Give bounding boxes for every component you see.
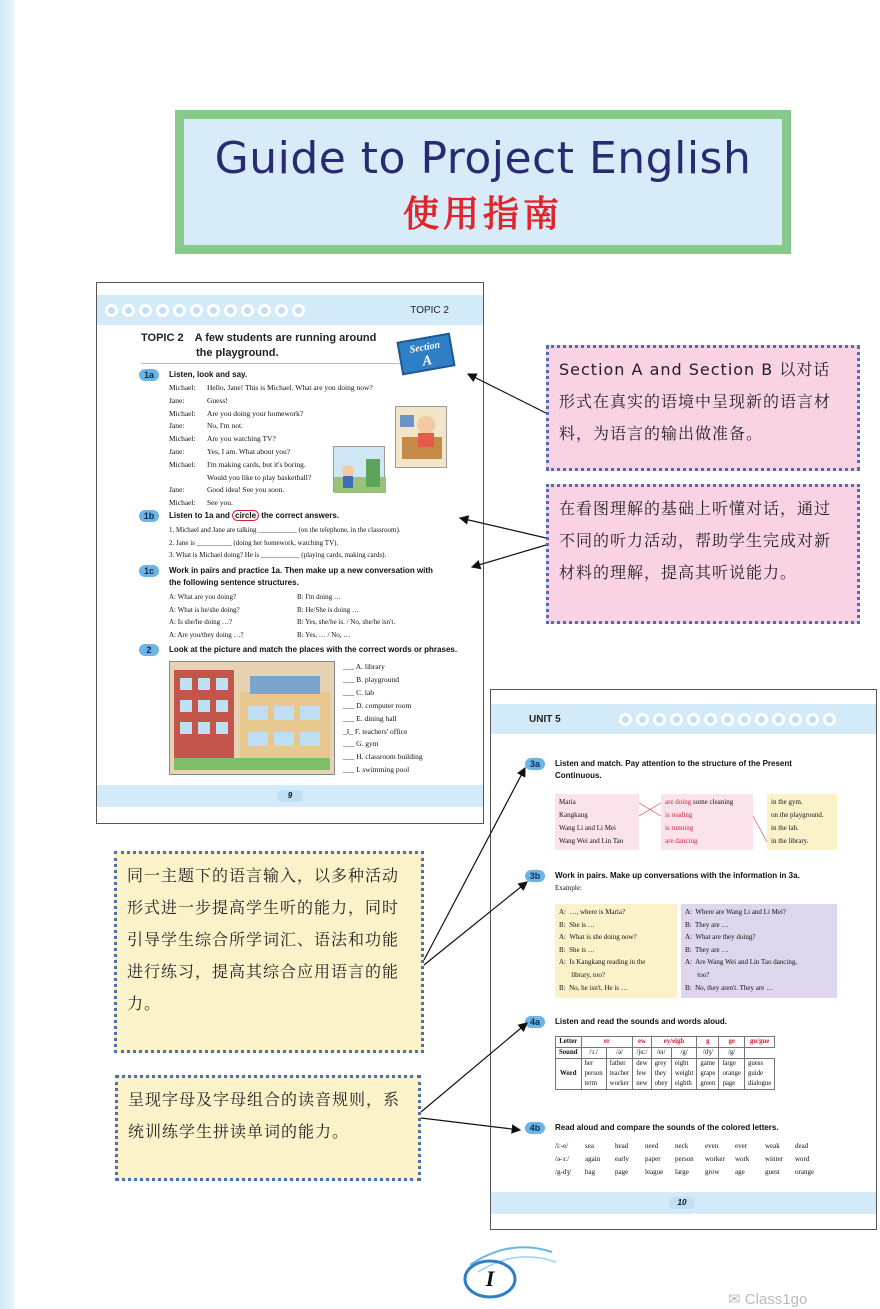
section-sign-word: Section [408, 339, 441, 356]
exercise-1c-title-line2: the following sentence structures. [169, 578, 299, 587]
dialogue-line: B: No, he isn't. He is … [559, 983, 628, 992]
dialogue-speaker: Michael: [169, 434, 196, 444]
example-word: green [700, 1080, 716, 1087]
compare-word: grow [705, 1168, 720, 1176]
example-word: eight [674, 1060, 689, 1067]
structure-b: B: Yes, she/he is. / No, she/he isn't. [297, 618, 396, 627]
exercise-1c-badge: 1c [139, 565, 159, 577]
match-name: Kangkang [559, 811, 588, 819]
example-word: obey [654, 1080, 668, 1087]
example-word: they [654, 1070, 667, 1077]
compare-word: worker [705, 1155, 725, 1163]
compare-word: word [795, 1155, 810, 1163]
dialogue-line: B: They are … [685, 945, 729, 954]
place-option: ___ H. classroom building [343, 752, 423, 762]
example-word: few [636, 1070, 647, 1077]
sound-cell: /juː/ [633, 1048, 651, 1059]
example-word: grape [700, 1070, 716, 1077]
sound-cell: /eɪ/ [651, 1048, 671, 1059]
compare-word: person [675, 1155, 694, 1163]
compare-word: large [675, 1168, 689, 1176]
compare-word: neck [675, 1142, 689, 1150]
example-word: her [584, 1060, 594, 1067]
dialogue-text: Would you like to play basketball? [207, 472, 312, 482]
dialogue-text: See you. [207, 498, 233, 508]
letter-cell: ey/eigh [651, 1037, 697, 1048]
compare-word: again [585, 1155, 601, 1163]
match-name: Wang Li and Li Mei [559, 824, 616, 832]
match-place: in the library. [771, 837, 809, 845]
compare-word: paper [645, 1155, 661, 1163]
sound-cell: /dʒ/ [697, 1048, 719, 1059]
compare-word: work [735, 1155, 750, 1163]
place-option: ___ D. computer room [343, 700, 412, 710]
exercise-1b-item: 3. What is Michael doing? He is ___________ (playing cards, making cards). [169, 551, 387, 559]
callout-section-a-b: Section A and Section B 以对话形式在真实的语境中呈现新的语言材料，为语言的输出做准备。 [546, 345, 860, 471]
guide-title-english: Guide to Project English [214, 133, 752, 184]
dialogue-line: A: Is Kangkang reading in the [559, 958, 646, 967]
sound-cell: /g/ [671, 1048, 697, 1059]
sound-pair: /ə-ɜː/ [555, 1155, 570, 1163]
verb-phrase: are dancing [665, 837, 698, 845]
dialogue-line: A: …, where is Maria? [559, 908, 626, 916]
structure-a: A: Is she/he doing …? [169, 618, 232, 627]
example-word: guess [747, 1060, 764, 1067]
compare-word: orange [795, 1168, 815, 1176]
structure-b: B: I'm doing … [297, 593, 341, 601]
exercise-1a-badge: 1a [139, 369, 159, 381]
match-place: on the playground. [771, 811, 824, 819]
verb-phrase: is reading [665, 811, 693, 819]
dialogue-line: too? [685, 970, 710, 979]
topic-label: TOPIC 2 [141, 332, 184, 344]
example-word: guide [747, 1070, 764, 1077]
callout-integrated-practice: 同一主题下的语言输入，以多种活动形式进一步提高学生听的能力，同时引导学生综合所学词汇、语法和功能进行练习，提高其综合应用语言的能力。 [114, 851, 424, 1053]
sound-cell: /ɜː/ [581, 1048, 606, 1059]
guide-title-chinese: 使用指南 [402, 194, 563, 235]
topic-title-line1: A few students are running around [194, 332, 377, 344]
compare-word: ever [735, 1142, 748, 1150]
example-word: new [636, 1080, 648, 1087]
place-option: ___ I. swimming pool [343, 765, 410, 775]
watermark-text: Class1go [744, 1291, 808, 1308]
sound-cell: /g/ [719, 1048, 745, 1059]
exercise-4a-title: Listen and read the sounds and words aloud. [555, 1017, 728, 1026]
example-word: worker [609, 1080, 629, 1087]
table-header-letter: Letter [556, 1037, 582, 1048]
dialogue-line: A: What are they doing? [685, 933, 756, 942]
exercise-4a-badge: 4a [525, 1016, 545, 1028]
place-option: ___ G. gym [343, 739, 379, 749]
watermark-icon: ✉ [728, 1291, 745, 1308]
dialogue-line: B: She is … [559, 920, 595, 929]
match-place: in the gym. [771, 798, 803, 806]
place-option: _I_ F. teachers' office [343, 726, 408, 736]
verb-phrase: is running [665, 824, 694, 832]
exercise-2-title: Look at the picture and match the places with the correct words or phrases. [169, 645, 458, 654]
table-header-sound: Sound [556, 1048, 582, 1059]
dialogue-speaker: Jane: [169, 485, 185, 495]
place-option: ___ B. playground [343, 674, 400, 684]
letter-cell: ge [719, 1037, 745, 1048]
example-word: large [722, 1060, 736, 1067]
structure-b: B: Yes, … / No, … [297, 630, 351, 639]
dialogue-text: Guess! [207, 395, 228, 405]
dialogue-text: Are you doing your homework? [207, 408, 304, 418]
page-a-header-tag: TOPIC 2 [410, 304, 449, 316]
watermark [728, 1290, 807, 1308]
compare-word: sea [585, 1142, 594, 1150]
sound-pair: /iː-e/ [555, 1142, 569, 1150]
match-name: Maria [559, 798, 576, 806]
example-word: teacher [609, 1070, 630, 1077]
callout-listening: 在看图理解的基础上听懂对话，通过不同的听力活动，帮助学生完成对新材料的理解，提高其听说能力。 [546, 484, 860, 624]
example-label: Example: [555, 884, 582, 892]
compare-word: winter [765, 1155, 783, 1163]
exercise-1c-title-line1: Work in pairs and practice 1a. Then make up a new conversation with [169, 566, 433, 575]
exercise-2-badge: 2 [139, 644, 159, 656]
compare-word: even [705, 1142, 719, 1150]
letter-cell: gu/gue [744, 1037, 774, 1048]
place-option: ___ A. library [343, 662, 385, 671]
dialogue-line: A: What is she doing now? [559, 933, 637, 942]
compare-word: need [645, 1142, 659, 1150]
dialogue-line: B: No, they aren't. They are … [685, 983, 774, 992]
exercise-1b-item: 1. Michael and Jane are talking ___________ (on the telephone, in the classroom). [169, 526, 401, 534]
dialogue-line: B: They are … [685, 920, 729, 929]
example-word: person [584, 1070, 603, 1077]
letter-cell: er [581, 1037, 633, 1048]
dialogue-line: A: Are Wang Wei and Lin Tao dancing, [685, 958, 798, 967]
dialogue-speaker: Jane: [169, 421, 185, 431]
example-word: term [584, 1080, 597, 1087]
dialogue-text: Are you watching TV? [207, 434, 276, 444]
topic-title-line2: the playground. [196, 347, 279, 359]
verb-rest: some cleaning [691, 798, 734, 806]
exercise-4b-title: Read aloud and compare the sounds of the colored letters. [555, 1123, 779, 1132]
structure-a: A: What are you doing? [169, 593, 237, 601]
guide-page-number: I [485, 1266, 495, 1291]
dialogue-text: Good idea! See you soon. [207, 485, 285, 495]
page-b-number: 10 [669, 1197, 695, 1209]
compare-word: dead [795, 1142, 809, 1150]
example-word: orange [722, 1070, 741, 1077]
example-word: father [609, 1060, 626, 1067]
verb-phrase: are doing [665, 798, 692, 806]
compare-word: early [615, 1155, 629, 1163]
page-a-number: 9 [277, 790, 303, 802]
dialogue-text: Hello, Jane! This is Michael. What are you doing now? [207, 383, 373, 392]
structure-b: B: He/She is doing … [297, 605, 359, 614]
dialogue-speaker: Jane: [169, 395, 185, 405]
dialogue-text: I'm making cards, but it's boring. [207, 459, 306, 469]
compare-word: weak [765, 1142, 780, 1150]
example-word: dew [636, 1060, 648, 1067]
dialogue-text: No, I'm not. [207, 421, 243, 431]
sound-cell: /ə/ [606, 1048, 633, 1059]
dialogue-speaker: Jane: [169, 446, 185, 456]
dialogue-speaker: Michael: [169, 408, 196, 418]
compare-word: head [615, 1142, 629, 1150]
example-word: grey [654, 1060, 667, 1067]
compare-word: guest [765, 1168, 780, 1176]
example-word: weight [674, 1070, 694, 1077]
structure-a: A: What is he/she doing? [169, 605, 240, 614]
section-sign-letter: A [421, 353, 434, 370]
exercise-1b-item: 2. Jane is __________ (doing her homework, watching TV). [169, 538, 339, 547]
example-word: page [722, 1080, 736, 1087]
dialogue-text: Yes, I am. What about you? [207, 446, 291, 456]
sound-pair: /g-dʒ/ [555, 1168, 572, 1176]
match-name: Wang Wei and Lin Tao [559, 837, 624, 845]
dialogue-speaker: Michael: [169, 383, 196, 392]
place-option: ___ E. dining hall [343, 713, 397, 723]
letter-cell: g [697, 1037, 719, 1048]
dialogue-line: B: She is … [559, 945, 595, 954]
exercise-1b-title-after: the correct answers. [259, 511, 340, 520]
dialogue-speaker: Michael: [169, 498, 196, 508]
letter-cell: ew [633, 1037, 651, 1048]
unit-label: UNIT 5 [529, 713, 561, 725]
exercise-4b-badge: 4b [525, 1122, 545, 1134]
match-place: in the lab. [771, 824, 799, 832]
compare-word: bag [585, 1168, 596, 1176]
callout-phonics: 呈现字母及字母组合的读音规则，系统训练学生拼读单词的能力。 [115, 1075, 421, 1181]
dialogue-speaker: Michael: [169, 459, 196, 469]
place-option: ___ C. lab [343, 687, 375, 697]
example-word: dialogue [747, 1080, 772, 1087]
exercise-3a-title-line2: Continuous. [555, 771, 602, 780]
structure-a: A: Are you/they doing …? [169, 630, 244, 639]
circle-word: circle [232, 510, 259, 521]
compare-word: age [735, 1168, 745, 1176]
compare-word: league [645, 1168, 664, 1176]
table-header-word: Word [556, 1059, 582, 1090]
exercise-1b-badge: 1b [139, 510, 159, 522]
dialogue-line: A: Where are Wang Li and Li Mei? [685, 908, 787, 916]
example-word: eighth [674, 1080, 692, 1087]
exercise-3a-badge: 3a [525, 758, 545, 770]
compare-word: page [615, 1168, 629, 1176]
exercise-3a-title-line1: Listen and match. Pay attention to the structure of the Present [555, 759, 792, 768]
exercise-3b-badge: 3b [525, 870, 545, 882]
example-word: game [700, 1060, 716, 1067]
exercise-3b-title: Work in pairs. Make up conversations with the information in 3a. [555, 871, 800, 880]
dialogue-line: library, too? [559, 970, 606, 979]
exercise-1a-title: Listen, look and say. [169, 370, 248, 379]
exercise-1b-title-before: Listen to 1a and [169, 511, 233, 520]
